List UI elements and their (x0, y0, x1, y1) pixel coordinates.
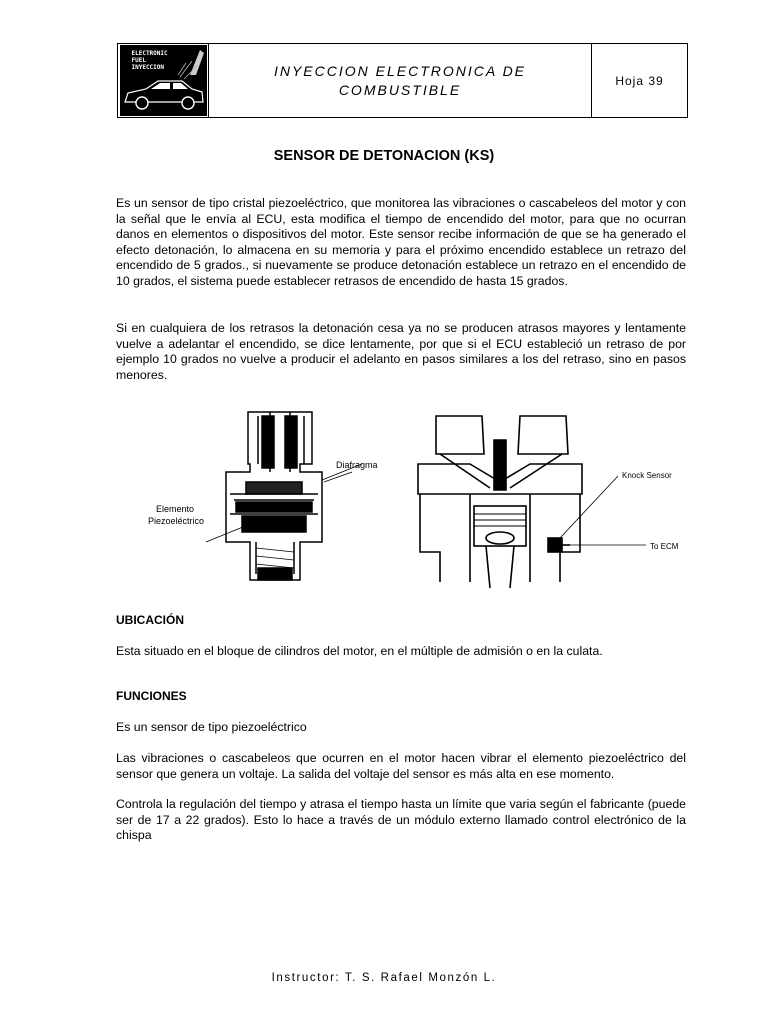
funciones-heading: FUNCIONES (116, 689, 187, 703)
funciones-p3: Controla la regulación del tiempo y atrasa el tiempo hasta un límite que varia según el fabricante (puede ser de 17 a 22 grados). Esto lo hace a través de un módulo externo llamado control electrónico de la chispa (116, 797, 686, 843)
ubicacion-text: Esta situado en el bloque de cilindros del motor, en el múltiple de admisión o en la culata. (116, 644, 603, 658)
car-icon (120, 45, 207, 116)
paragraph-2: Si en cualquiera de los retrasos la detonación cesa ya no se producen atrasos mayores y lentamente vuelve a adelantar el encendido, se dice lentamente, por que si el ECU estableció un retraso de por ejemplo 10 grados no vuelve a producir el adelanto en pasos similares a los del retraso, sino en pasos menores. (116, 321, 686, 382)
knock-sensor-figure (0, 402, 768, 602)
paragraph-1: Es un sensor de tipo cristal piezoeléctrico, que monitorea las vibraciones o cascabeleos del motor y con la señal que le envía al ECU, esta modifica el tiempo de encendido del motor, para que no ocurran danos en elementos o dispositivos del motor. Este sensor recibe información de que se ha generado el efecto detonación, lo almacena en su memoria y para el próximo encendido establece un retrazo del encendido de 5 grados., si nuevamente se produce detonación establece un retrazo en el encendido de 10 grados, el sistema puede establecer retrasos de encendido de hasta 15 grados. (116, 196, 686, 288)
sensor-cross-section (206, 412, 362, 580)
label-diafragma: Diafragma (336, 460, 378, 470)
label-knock-sensor: Knock Sensor (622, 471, 672, 480)
document-title: SENSOR DE DETONACION (KS) (273, 148, 495, 164)
funciones-p2: Las vibraciones o cascabeleos que ocurren en el motor hacen vibrar el elemento piezoeléctrico del sensor que genera un voltaje. La salida del voltaje del sensor es más alta en ese momento. (116, 751, 686, 781)
page-number: Hoja 39 (615, 73, 664, 88)
engine-diagram (418, 416, 646, 588)
header-title (209, 44, 592, 117)
label-piezoelectrico: Piezoeléctrico (148, 516, 205, 526)
logo-line-3: INYECCION (131, 64, 165, 71)
funciones-p1: Es un sensor de tipo piezoeléctrico (116, 720, 307, 734)
logo-line-2: FUEL (131, 57, 146, 64)
footer-instructor: Instructor: T. S. Rafael Monzón L. (271, 972, 497, 984)
ubicacion-heading: UBICACIÓN (116, 613, 184, 627)
label-elemento: Elemento (156, 504, 195, 514)
efi-logo (120, 45, 207, 116)
header-title-line-1: INYECCION ELECTRONICA DE (273, 62, 527, 79)
label-to-ecm: To ECM (650, 542, 679, 551)
page-header (117, 43, 688, 118)
header-title-line-2: COMBUSTIBLE (338, 81, 462, 98)
logo-line-1: ELECTRONIC (131, 50, 168, 57)
logo-cell (118, 44, 209, 117)
